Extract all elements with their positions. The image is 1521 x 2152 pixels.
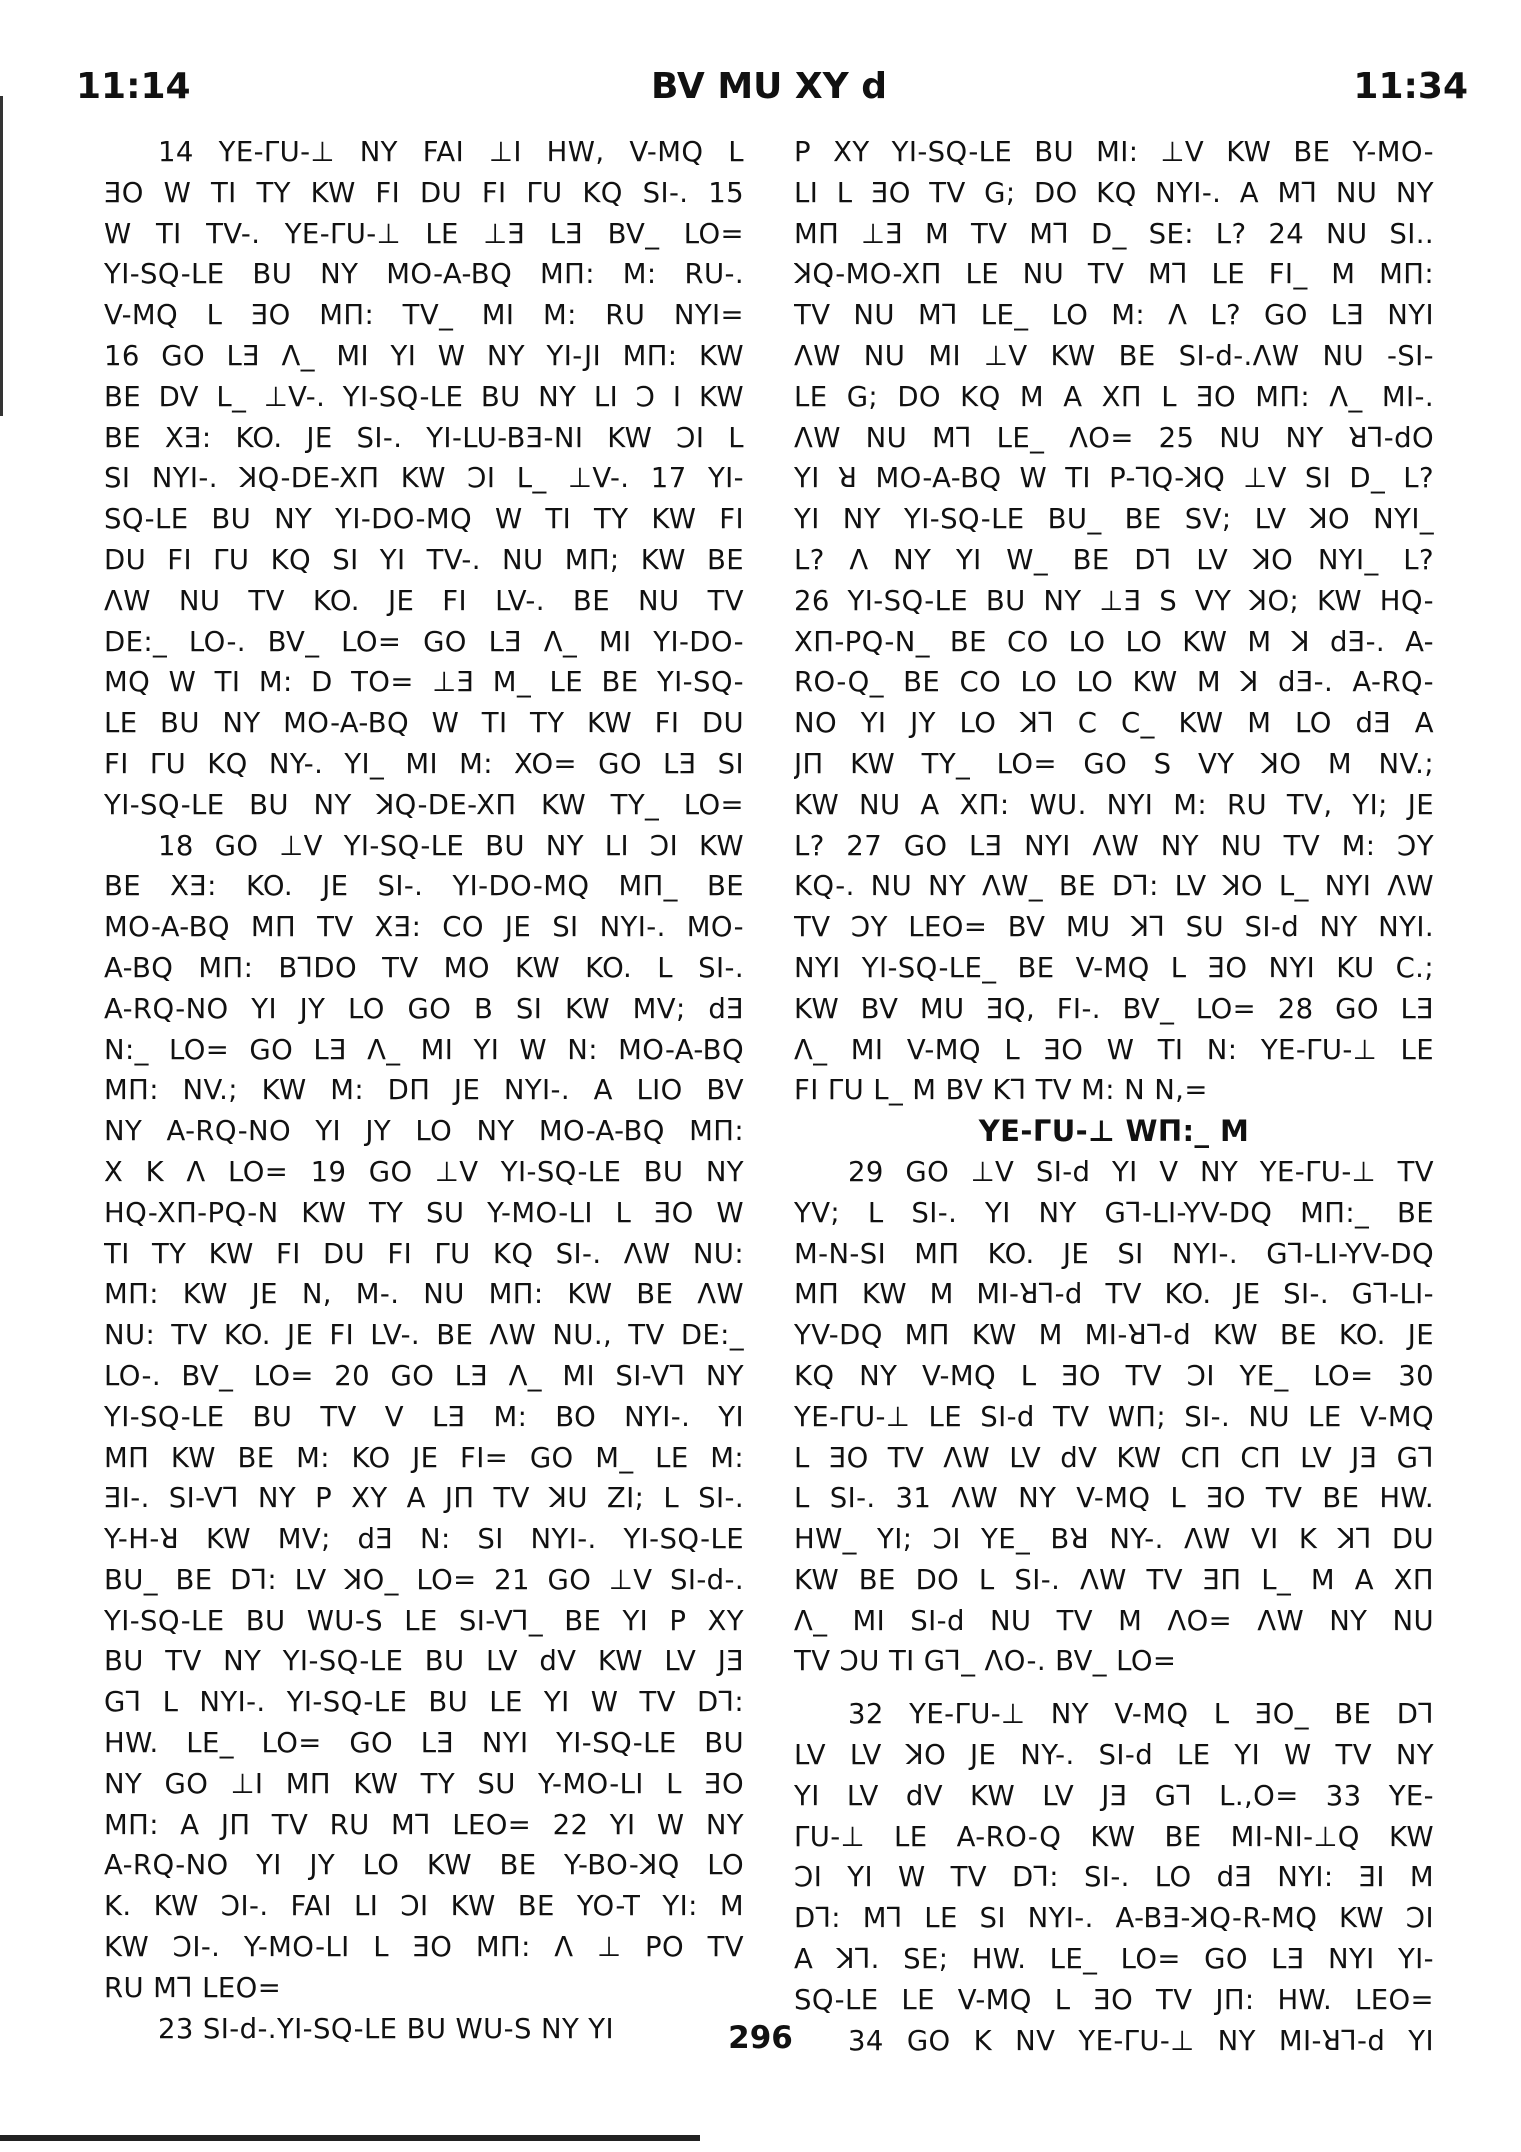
text-line: LO-. BV_ LO= 20 GO LƎ Λ_ MI SI-Vꓶ NY: [104, 1359, 744, 1392]
text-line: ƎO W TI TY KW FI DU FI ΓU KQ SI-. 15: [104, 176, 744, 209]
header-book-title: BV MU XY d: [650, 66, 888, 107]
text-line: RU Mꓶ LEO=: [104, 1971, 282, 2004]
running-header: [70, 66, 1468, 126]
text-line: L? Λ NY YI W_ BE Dꓶ LV ꓘO NYI_ L?: [794, 543, 1434, 576]
text-line: 23 SI-d-.YI-SQ-LE BU WU-S NY YI: [158, 2012, 614, 2045]
text-line: NY GO ⊥I MΠ KW TY SU Y-MO-LI L ƎO: [104, 1767, 744, 1800]
text-line: LE G; DO KQ M A XΠ L ƎO MΠ: Λ_ MI-.: [794, 380, 1434, 413]
text-line: Gꓶ L NYI-. YI-SQ-LE BU LE YI W TV Dꓶ:: [104, 1686, 744, 1719]
section-heading: YE-ΓU-⊥ WΠ:_ M: [978, 1114, 1250, 1149]
text-line: ƆI YI W TV Dꓶ: SI-. LO dƎ NYI: ƎI M: [794, 1861, 1434, 1894]
text-line: 18 GO ⊥V YI-SQ-LE BU NY LI ƆI KW: [158, 829, 744, 862]
text-line: SI NYI-. ꓘQ-DE-XΠ KW ƆI L_ ⊥V-. 17 YI-: [104, 462, 744, 495]
page-number: 296: [728, 2020, 793, 2056]
text-line: BE XƎ: KO. JE SI-. YI-LU-BƎ-NI KW ƆI L: [104, 421, 744, 454]
text-line: YI LV dV KW LV JƎ Gꓶ L.,O= 33 YE-: [794, 1779, 1434, 1812]
text-line: LV LV ꓘO JE NY-. SI-d LE YI W TV NY: [794, 1739, 1434, 1772]
text-line: V-MQ L ƎO MΠ: TV_ MI M: RU NYI=: [104, 299, 744, 332]
text-line: Λ_ MI V-MQ L ƎO W TI N: YE-ΓU-⊥ LE: [794, 1033, 1434, 1066]
text-line: 34 GO K NV YE-ΓU-⊥ NY MI-ꓤꓶ-d YI: [848, 2024, 1434, 2057]
text-line: ΛW NU Mꓶ LE_ ΛO= 25 NU NY ꓤꓶ-dO: [794, 421, 1434, 454]
text-line: X K Λ LO= 19 GO ⊥V YI-SQ-LE BU NY: [104, 1155, 744, 1188]
text-line: MQ W TI M: D TO= ⊥Ǝ M_ LE BE YI-SQ-: [104, 666, 744, 699]
text-line: A-RQ-NO YI JY LO KW BE Y-BO-ꓘQ LO: [104, 1849, 744, 1882]
text-line: BU TV NY YI-SQ-LE BU LV dV KW LV JƎ: [104, 1645, 744, 1678]
text-line: NU: TV KO. JE FI LV-. BE ΛW NU., TV DE:_: [104, 1319, 744, 1352]
right-column-part-2: [794, 1152, 1434, 1694]
text-line: MΠ: A JΠ TV RU Mꓶ LEO= 22 YI W NY: [104, 1808, 744, 1841]
text-line: YI NY YI-SQ-LE BU_ BE SV; LV ꓘO NYI_: [794, 503, 1434, 536]
text-line: RO-Q_ BE CO LO LO KW M ꓘ dƎ-. A-RQ-: [794, 666, 1434, 699]
text-line: HW_ YI; ƆI YE_ Bꓤ NY-. ΛW VI K ꓘꓶ DU: [794, 1523, 1434, 1556]
text-line: KW BV MU ƎQ, FI-. BV_ LO= 28 GO LƎ: [794, 992, 1434, 1025]
text-line: 16 GO LƎ Λ_ MI YI W NY YI-JI MΠ: KW: [104, 339, 744, 372]
text-line: NYI YI-SQ-LE_ BE V-MQ L ƎO NYI KU C.;: [794, 951, 1434, 984]
text-line: YV-DQ MΠ KW M MI-ꓤꓶ-d KW BE KO. JE: [794, 1319, 1434, 1352]
text-line: K. KW ƆI-. FAI LI ƆI KW BE YO-T YI: M: [104, 1890, 744, 1923]
text-line: YI-SQ-LE BU WU-S LE SI-Vꓶ_ BE YI P XY: [104, 1604, 744, 1637]
text-line: HW. LE_ LO= GO LƎ NYI YI-SQ-LE BU: [104, 1727, 744, 1760]
text-line: DU FI ΓU KQ SI YI TV-. NU MΠ; KW BE: [104, 543, 744, 576]
text-line: A-RQ-NO YI JY LO GO B SI KW MV; dƎ: [104, 992, 744, 1025]
header-verse-end: 11:34: [1353, 66, 1468, 107]
text-line: KW ƆI-. Y-MO-LI L ƎO MΠ: Λ ⊥ PO TV: [104, 1931, 744, 1964]
text-line: L ƎO TV ΛW LV dV KW CΠ CΠ LV JƎ Gꓶ: [794, 1441, 1434, 1474]
scan-bottom-mark: [0, 2135, 700, 2141]
text-line: TV NU Mꓶ LE_ LO M: Λ L? GO LƎ NYI: [794, 299, 1434, 332]
text-line: MO-A-BQ MΠ TV XƎ: CO JE SI NYI-. MO-: [104, 911, 744, 944]
text-line: ΓU-⊥ LE A-RO-Q KW BE MI-NI-⊥Q KW: [794, 1820, 1434, 1853]
paragraph-gap: [794, 1682, 1434, 1694]
text-line: YI-SQ-LE BU TV V LƎ M: BO NYI-. YI: [104, 1400, 744, 1433]
text-line: FI ΓU L_ M BV Kꓶ TV M: N N,=: [794, 1074, 1208, 1107]
header-verse-start: 11:14: [76, 66, 191, 107]
text-line: ƎI-. SI-Vꓶ NY P XY A JΠ TV ꓘU ZI; L SI-.: [104, 1482, 744, 1515]
text-line: 32 YE-ΓU-⊥ NY V-MQ L ƎO_ BE Dꓶ: [848, 1698, 1434, 1731]
text-line: TI TY KW FI DU FI ΓU KQ SI-. ΛW NU:: [104, 1237, 744, 1270]
text-line: DE:_ LO-. BV_ LO= GO LƎ Λ_ MI YI-DO-: [104, 625, 744, 658]
text-line: 14 YE-ΓU-⊥ NY FAI ⊥I HW, V-MQ L: [158, 136, 744, 168]
text-line: N:_ LO= GO LƎ Λ_ MI YI W N: MO-A-BQ: [104, 1033, 744, 1066]
text-line: YI-SQ-LE BU NY MO-A-BQ MΠ: M: RU-.: [104, 258, 744, 291]
text-line: MΠ KW M MI-ꓤꓶ-d TV KO. JE SI-. Gꓶ-LI-: [794, 1278, 1434, 1311]
text-line: KW NU A XΠ: WU. NYI M: RU TV, YI; JE: [794, 788, 1434, 821]
text-line: YE-ΓU-⊥ LE SI-d TV WΠ; SI-. NU LE V-MQ: [794, 1400, 1434, 1433]
text-line: L? 27 GO LƎ NYI ΛW NY NU TV M: ƆY: [794, 829, 1434, 862]
text-line: HQ-XΠ-PQ-N KW TY SU Y-MO-LI L ƎO W: [104, 1196, 744, 1229]
text-line: BE DV L_ ⊥V-. YI-SQ-LE BU NY LI Ɔ I KW: [104, 380, 744, 413]
text-line: KW BE DO L SI-. ΛW TV ƎΠ L_ M A XΠ: [794, 1563, 1434, 1596]
text-line: XΠ-PQ-N_ BE CO LO LO KW M ꓘ dƎ-. A-: [794, 625, 1434, 658]
text-line: 29 GO ⊥V SI-d YI V NY YE-ΓU-⊥ TV: [848, 1155, 1434, 1188]
text-line: LI L ƎO TV G; DO KQ NYI-. A Mꓶ NU NY: [794, 176, 1434, 209]
text-line: ΛW NU MI ⊥V KW BE SI-d-.ΛW NU -SI-: [794, 339, 1434, 372]
text-line: MΠ KW BE M: KO JE FI= GO M_ LE M:: [104, 1441, 744, 1474]
text-line: L SI-. 31 ΛW NY V-MQ L ƎO TV BE HW.: [794, 1482, 1434, 1515]
text-line: ꓘQ-MO-XΠ LE NU TV Mꓶ LE FI_ M MΠ:: [794, 258, 1434, 291]
text-line: KQ NY V-MQ L ƎO TV ƆI YE_ LO= 30: [794, 1359, 1434, 1392]
text-line: M-N-SI MΠ KO. JE SI NYI-. Gꓶ-LI-YV-DQ: [794, 1237, 1434, 1270]
text-line: TV ƆU TI Gꓶ_ ΛO-. BV_ LO=: [794, 1645, 1177, 1678]
right-text-column: [794, 132, 1434, 2061]
text-line: MΠ: KW JE N, M-. NU MΠ: KW BE ΛW: [104, 1278, 744, 1311]
text-line: YI-SQ-LE BU NY ꓘQ-DE-XΠ KW TY_ LO=: [104, 788, 744, 821]
text-line: NO YI JY LO ꓘꓶ C C_ KW M LO dƎ A: [794, 707, 1434, 740]
text-line: BE XƎ: KO. JE SI-. YI-DO-MQ MΠ_ BE: [104, 870, 744, 903]
text-line: FI ΓU KQ NY-. YI_ MI M: XO= GO LƎ SI: [104, 747, 744, 780]
text-line: TV ƆY LEO= BV MU ꓘꓶ SU SI-d NY NYI.: [794, 911, 1434, 944]
text-line: Λ_ MI SI-d NU TV M ΛO= ΛW NY NU: [794, 1604, 1434, 1637]
left-text-column: [104, 132, 744, 2049]
text-line: YV; L SI-. YI NY Gꓶ-LI-YV-DQ MΠ:_ BE: [794, 1196, 1434, 1229]
text-line: ΛW NU TV KO. JE FI LV-. BE NU TV: [104, 584, 744, 617]
text-line: A-BQ MΠ: BꓶDO TV MO KW KO. L SI-.: [104, 951, 744, 984]
text-line: MΠ ⊥Ǝ M TV Mꓶ D_ SE: L? 24 NU SI..: [794, 217, 1434, 250]
text-line: A ꓘꓶ. SE; HW. LE_ LO= GO LƎ NYI YI-: [794, 1943, 1434, 1976]
text-line: LE BU NY MO-A-BQ W TI TY KW FI DU: [104, 707, 744, 740]
text-line: KQ-. NU NY ΛW_ BE Dꓶ: LV ꓘO L_ NYI ΛW: [794, 870, 1434, 903]
text-line: BU_ BE Dꓶ: LV ꓘO_ LO= 21 GO ⊥V SI-d-.: [104, 1563, 744, 1596]
text-line: JΠ KW TY_ LO= GO S VY ꓘO M NV.;: [794, 747, 1434, 780]
text-line: NY A-RQ-NO YI JY LO NY MO-A-BQ MΠ:: [104, 1115, 744, 1148]
right-column-part-3: [794, 1694, 1434, 2061]
text-line: 26 YI-SQ-LE BU NY ⊥Ǝ S VY ꓘO; KW HQ-: [794, 584, 1434, 617]
text-line: Y-H-ꓤ KW MV; dƎ N: SI NYI-. YI-SQ-LE: [104, 1523, 744, 1556]
text-line: W TI TV-. YE-ΓU-⊥ LE ⊥Ǝ LƎ BV_ LO=: [104, 217, 744, 250]
text-line: SQ-LE BU NY YI-DO-MQ W TI TY KW FI: [104, 503, 744, 536]
text-line: Dꓶ: Mꓶ LE SI NYI-. A-BƎ-ꓘQ-R-MQ KW ƆI: [794, 1902, 1434, 1935]
scan-edge-mark: [0, 96, 3, 416]
text-line: MΠ: NV.; KW M: DΠ JE NYI-. A LIO BV: [104, 1074, 744, 1107]
right-column-part-1: [794, 132, 1434, 1111]
text-line: YI ꓤ MO-A-BQ W TI P-ꓶQ-ꓘQ ⊥V SI D_ L?: [794, 462, 1434, 495]
text-line: P XY YI-SQ-LE BU MI: ⊥V KW BE Y-MO-: [794, 136, 1434, 168]
text-line: SQ-LE LE V-MQ L ƎO TV JΠ: HW. LEO=: [794, 1983, 1434, 2016]
